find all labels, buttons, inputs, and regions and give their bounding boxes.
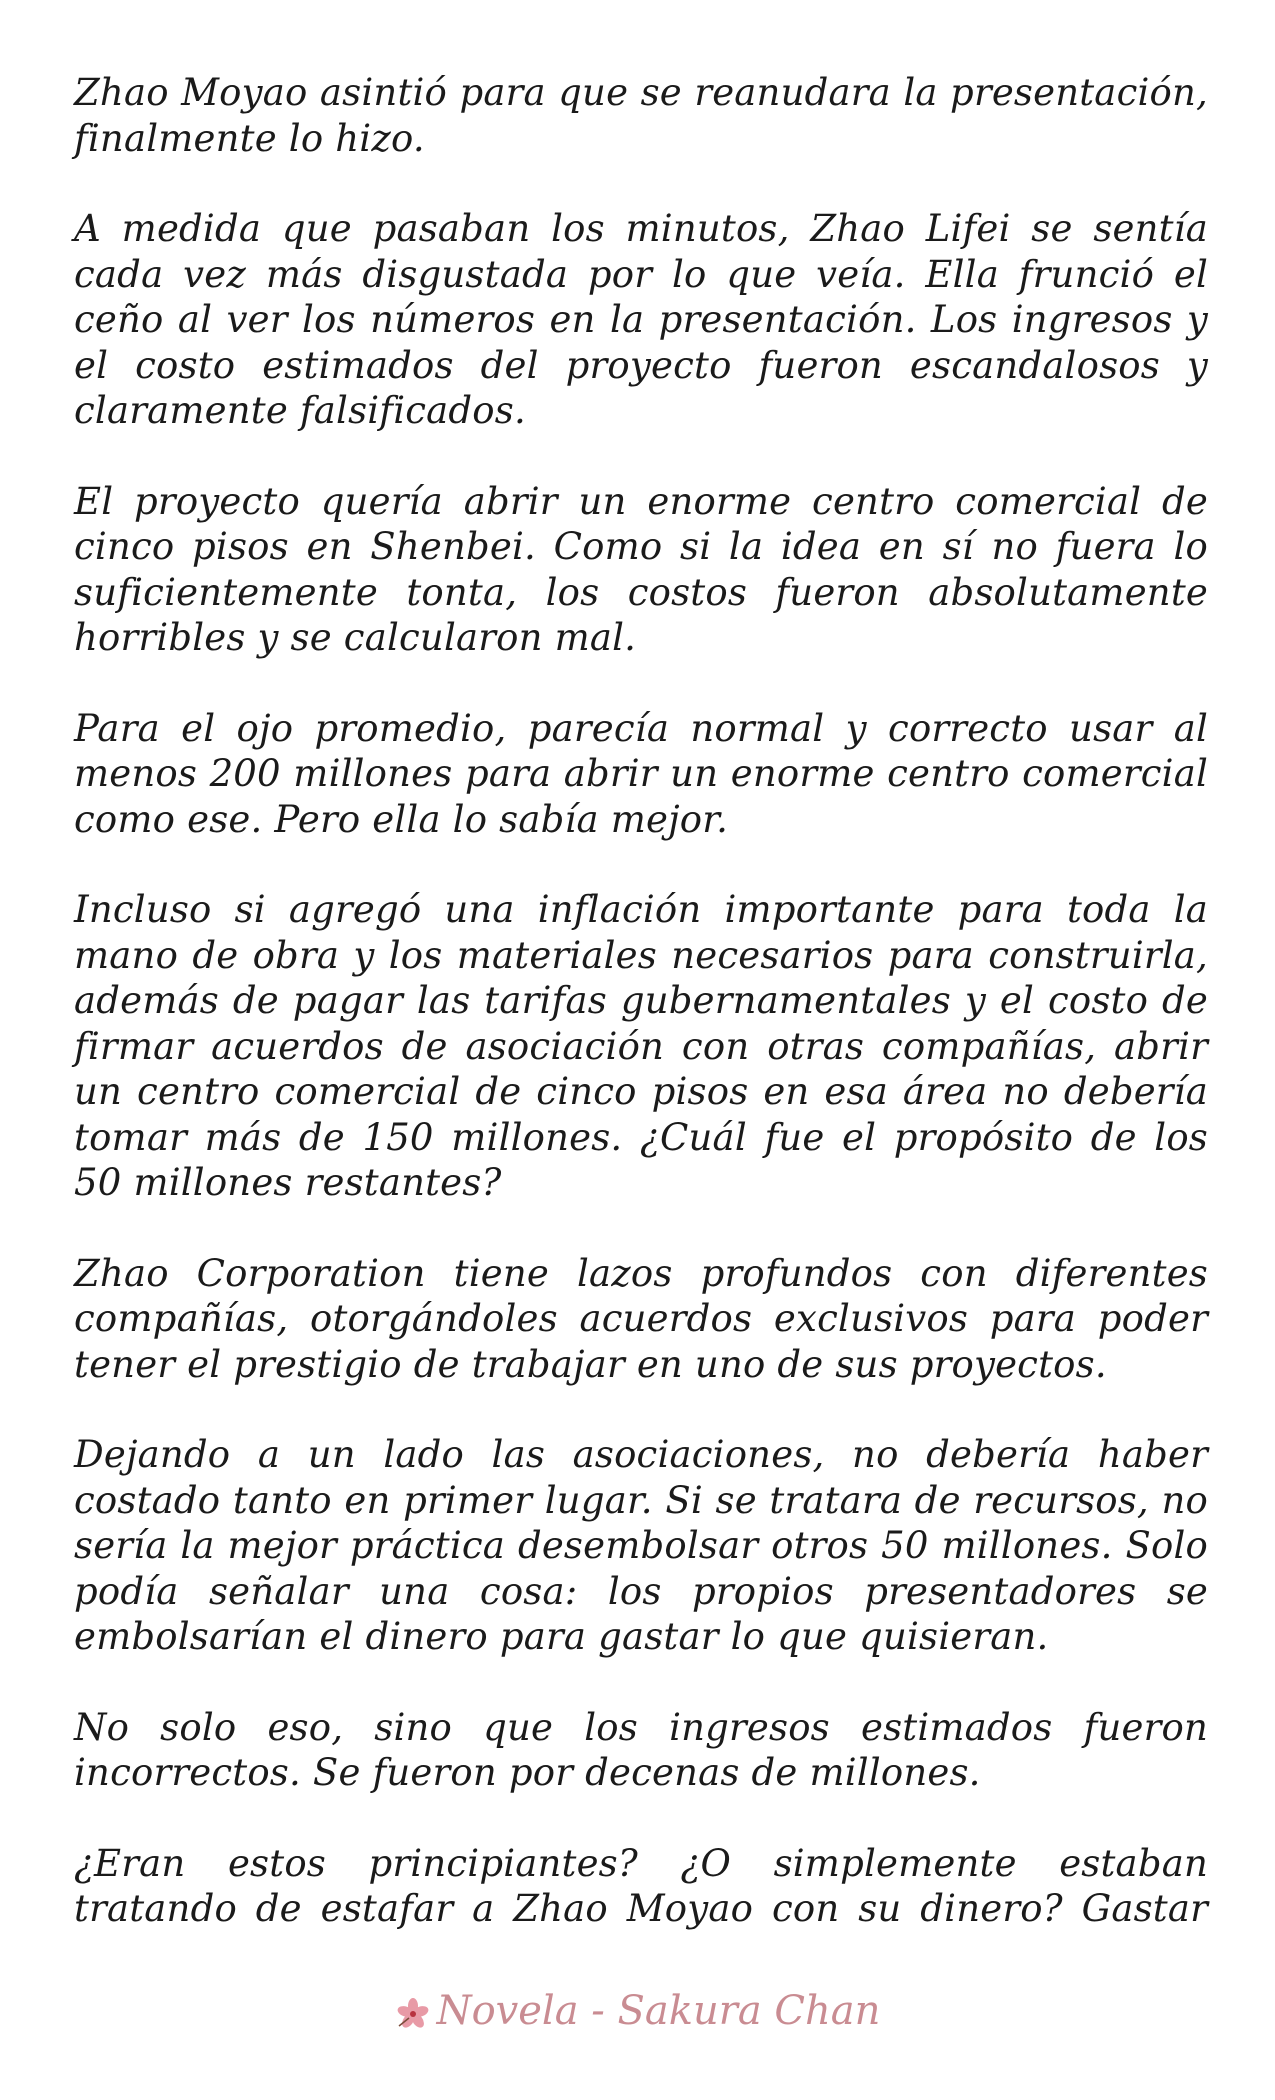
paragraph: No solo eso, sino que los ingresos estimados fueron incorrectos. Se fueron por decenas de millones.	[74, 1705, 1208, 1794]
document-body	[74, 70, 1208, 1932]
paragraph: A medida que pasaban los minutos, Zhao Lifei se sentía cada vez más disgustada por lo que veía. Ella frunció el ceño al ver los números en la presentación. Los ingresos y el costo estimados del proyecto fueron escandalosos y claramente falsificados.	[74, 207, 1208, 432]
paragraph: El proyecto quería abrir un enorme centro comercial de cinco pisos en Shenbei. Como si la idea en sí no fuera lo suficientemente tonta, los costos fueron absolutamente horribles y se calcularon mal.	[74, 479, 1208, 659]
paragraph: Dejando a un lado las asociaciones, no debería haber costado tanto en primer lugar. Si se tratara de recursos, no sería la mejor práctica desembolsar otros 50 millones. Solo podía señalar una cosa: los propios presentadores se embolsarían el dinero para gastar lo que quisieran.	[74, 1433, 1208, 1658]
watermark	[0, 1988, 1275, 2034]
paragraph: Incluso si agregó una inflación importante para toda la mano de obra y los materiales necesarios para construirla, además de pagar las tarifas gubernamentales y el costo de firmar acuerdos de asociación con otras compañías, abrir un centro comercial de cinco pisos en esa área no debería tomar más de 150 millones. ¿Cuál fue el propósito de los 50 millones restantes?	[74, 888, 1208, 1204]
paragraph: ¿Eran estos principiantes? ¿O simplemente estaban tratando de estafar a Zhao Moyao con su dinero? Gastar	[74, 1841, 1208, 1930]
paragraph: Para el ojo promedio, parecía normal y correcto usar al menos 200 millones para abrir un enorme centro comercial como ese. Pero ella lo sabía mejor.	[74, 706, 1208, 841]
paragraph: Zhao Moyao asintió para que se reanudara la presentación, finalmente lo hizo.	[74, 71, 1208, 160]
watermark-text: Novela - Sakura Chan	[436, 1988, 881, 2034]
paragraph: Zhao Corporation tiene lazos profundos con diferentes compañías, otorgándoles acuerdos exclusivos para poder tener el prestigio de trabajar en uno de sus proyectos.	[74, 1251, 1208, 1386]
sakura-flower-icon	[395, 1996, 431, 2032]
